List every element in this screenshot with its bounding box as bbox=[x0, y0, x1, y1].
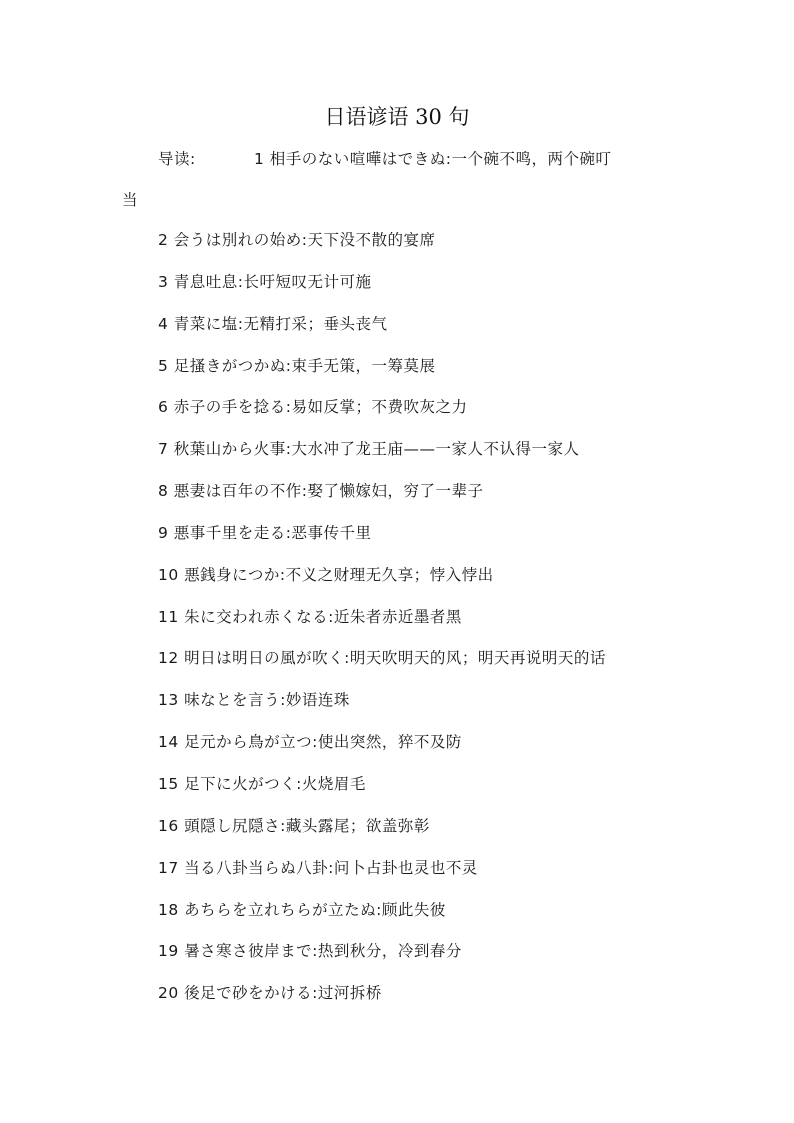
page-title: 日语谚语 30 句 bbox=[324, 105, 470, 129]
proverb-item: 3 青息吐息:长吁短叹无计可施 bbox=[158, 272, 372, 291]
proverb-item: 10 悪銭身につか:不义之财理无久享；悖入悖出 bbox=[158, 565, 494, 584]
proverb-list bbox=[158, 229, 718, 1024]
proverb-item: 6 赤子の手を捻る:易如反掌；不费吹灰之力 bbox=[158, 398, 468, 417]
proverb-item: 4 青菜に塩:无精打采；垂头丧气 bbox=[158, 314, 388, 333]
proverb-item: 20 後足で砂をかける:过河拆桥 bbox=[158, 984, 382, 1003]
proverb-item: 13 味なとを言う:妙语连珠 bbox=[158, 691, 350, 710]
intro-label: 导读: bbox=[158, 150, 196, 168]
proverb-item: 19 暑さ寒さ彼岸まで:热到秋分，冷到春分 bbox=[158, 942, 462, 961]
proverb-item: 16 頭隠し尻隠さ:藏头露尾；欲盖弥彰 bbox=[158, 816, 430, 835]
intro-continuation: 当 bbox=[122, 191, 138, 209]
intro-first-line bbox=[122, 148, 682, 170]
intro-paragraph bbox=[122, 148, 682, 170]
proverb-item: 15 足下に火がつく:火烧眉毛 bbox=[158, 774, 366, 793]
proverb-item: 7 秋葉山から火事:大水冲了龙王庙——一家人不认得一家人 bbox=[158, 440, 580, 459]
proverb-item: 2 会うは別れの始め:天下没不散的宴席 bbox=[158, 231, 436, 249]
proverb-item: 8 悪妻は百年の不作:娶了懒嫁妇，穷了一辈子 bbox=[158, 482, 484, 501]
proverb-item: 11 朱に交われ赤くなる:近朱者赤近墨者黑 bbox=[158, 607, 462, 626]
intro-proverb-1: 1 相手のない喧嘩はできぬ:一个碗不鸣，两个碗叮 bbox=[254, 150, 612, 168]
proverb-item: 5 足搔きがつかぬ:束手无策，一筹莫展 bbox=[158, 356, 436, 375]
proverb-item: 12 明日は明日の風が吹く:明天吹明天的风；明天再说明天的话 bbox=[158, 649, 606, 668]
proverb-item: 14 足元から鳥が立つ:使出突然，猝不及防 bbox=[158, 733, 462, 752]
proverb-item: 18 あちらを立れちらが立たぬ:顾此失彼 bbox=[158, 900, 446, 919]
proverb-item: 9 悪事千里を走る:恶事传千里 bbox=[158, 523, 372, 542]
proverb-item: 17 当る八卦当らぬ八卦:问卜占卦也灵也不灵 bbox=[158, 858, 478, 877]
